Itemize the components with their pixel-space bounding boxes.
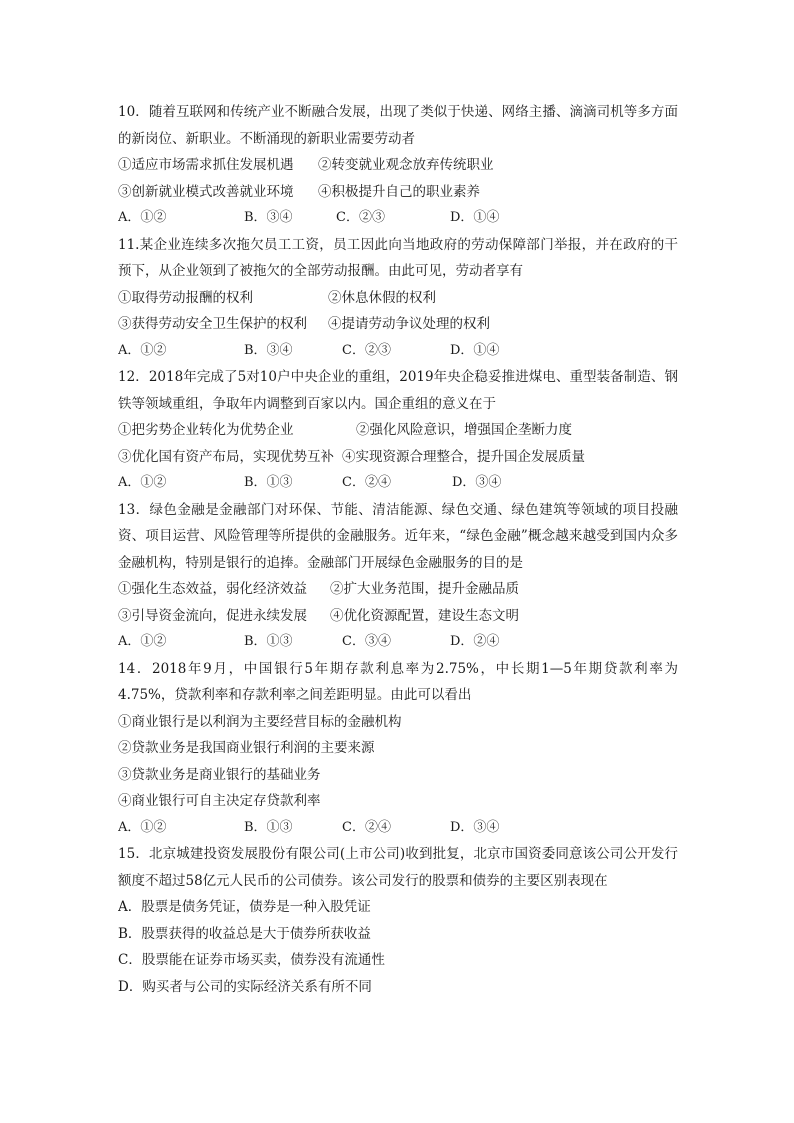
question-12-item-4: ④实现资源合理整合，提升国企发展质量 (342, 448, 585, 465)
question-15-choice-d[interactable]: D．购买者与公司的实际经济关系有所不同 (118, 978, 372, 995)
question-12-item-3: ③优化国有资产布局，实现优势互补 (118, 448, 334, 465)
question-11-option-d[interactable]: D．①④ (450, 342, 500, 358)
question-13-item-4: ④优化资源配置，建设生态文明 (330, 607, 519, 624)
question-14-item-1: ①商业银行是以利润为主要经营目标的金融机构 (118, 713, 402, 730)
question-11-item-3: ③获得劳动安全卫生保护的权利 (118, 316, 307, 332)
question-12-option-d[interactable]: D．③④ (452, 475, 502, 490)
question-14-item-4: ④商业银行可自主决定存贷款利率 (118, 793, 321, 809)
question-13-item-3: ③引导资金流向，促进永续发展 (118, 607, 307, 624)
question-10-item-1: ①适应市场需求抓住发展机遇 (118, 157, 294, 173)
question-13-items-row-1 (118, 576, 678, 603)
question-11-option-c[interactable]: C．②③ (342, 342, 391, 358)
question-10-item-3: ③创新就业模式改善就业环境 (118, 183, 294, 200)
question-list (118, 99, 678, 1000)
question-12-item-1: ①把劣势企业转化为优势企业 (118, 422, 294, 438)
question-11-item-2: ②休息休假的权利 (328, 289, 436, 306)
question-14-option-a[interactable]: A．①② (118, 819, 167, 835)
question-12-option-a[interactable]: A．①② (118, 475, 167, 490)
question-11-item-1: ①取得劳动报酬的权利 (118, 289, 253, 306)
question-14-option-c[interactable]: C．②④ (342, 819, 391, 835)
question-14-option-b[interactable]: B．①③ (244, 819, 293, 835)
question-10-stem: 10．随着互联网和传统产业不断融合发展，出现了类似于快递、网络主播、滴滴司机等多方面的新岗位、新职业。不断涌现的新职业需要劳动者 (118, 104, 678, 147)
question-10-item-4: ④积极提升自己的职业素养 (318, 183, 480, 200)
question-13-items-row-2 (118, 603, 678, 630)
question-10-items-row-1 (118, 152, 678, 179)
question-10-options (118, 205, 678, 232)
question-13-option-d[interactable]: D．②④ (450, 634, 500, 649)
question-13-options (118, 629, 678, 656)
question-13-item-2: ②扩大业务范围，提升金融品质 (330, 581, 519, 597)
question-13-item-1: ①强化生态效益，弱化经济效益 (118, 581, 307, 597)
question-15-stem: 15．北京城建投资发展股份有限公司(上市公司)收到批复，北京市国资委同意该公司公开发行额度不超过58亿元人民币的公司债券。该公司发行的股票和债券的主要区别表现在 (118, 846, 678, 889)
question-13-stem: 13．绿色金融是金融部门对环保、节能、清洁能源、绿色交通、绿色建筑等领域的项目投融资、项目运营、风险管理等所提供的金融服务。近年来，“绿色金融”概念越来越受到国内众多金融机构，特别是银行的追捧。金融部门开展绿色金融服务的目的是 (118, 501, 678, 571)
question-12-stem: 12．2018年完成了5对10户中央企业的重组，2019年央企稳妥推进煤电、重型装备制造、钢铁等领域重组，争取年内调整到百家以内。国企重组的意义在于 (118, 369, 678, 412)
question-11-items-row-2 (118, 311, 678, 338)
question-14-stem: 14．2018年9月，中国银行5年期存款利息率为2.75%，中长期1—5年期贷款利率为4.75%，贷款利率和存款利率之间差距明显。由此可以看出 (118, 660, 678, 703)
question-10-option-a[interactable]: A．①② (118, 210, 167, 225)
question-15-choice-a[interactable]: A．股票是债务凭证，债券是一种入股凭证 (118, 899, 371, 915)
question-11-options (118, 338, 678, 365)
question-10-option-b[interactable]: B．③④ (244, 210, 293, 225)
question-13-option-c[interactable]: C．③④ (342, 634, 391, 649)
question-11-stem: 11.某企业连续多次拖欠员工工资，员工因此向当地政府的劳动保障部门举报，并在政府的干预下，从企业领到了被拖欠的全部劳动报酬。由此可见，劳动者享有 (118, 236, 678, 279)
question-12-items-row-2 (118, 444, 678, 471)
question-10-item-2: ②转变就业观念放弃传统职业 (318, 157, 494, 173)
question-11-item-4: ④提请劳动争议处理的权利 (328, 316, 490, 332)
question-14-option-d[interactable]: D．③④ (450, 819, 500, 835)
question-12-options (118, 470, 678, 497)
question-12-option-c[interactable]: C．②④ (342, 475, 391, 490)
question-14-item-3: ③贷款业务是商业银行的基础业务 (118, 766, 321, 783)
question-10-items-row-2 (118, 179, 678, 206)
question-12-items-row-1 (118, 417, 678, 444)
question-15-choice-b[interactable]: B．股票获得的收益总是大于债券所获收益 (118, 925, 371, 942)
question-11-option-a[interactable]: A．①② (118, 342, 167, 358)
question-13-option-b[interactable]: B．①③ (244, 634, 293, 649)
question-12-option-b[interactable]: B．①③ (244, 475, 293, 490)
question-11-option-b[interactable]: B．③④ (244, 342, 293, 358)
question-13-option-a[interactable]: A．①② (118, 634, 167, 649)
question-10-option-c[interactable]: C．②③ (336, 210, 385, 225)
question-11-items-row-1 (118, 285, 678, 312)
question-12-item-2: ②强化风险意识，增强国企垄断力度 (356, 422, 572, 438)
question-15-choice-c[interactable]: C．股票能在证券市场买卖，债券没有流通性 (118, 952, 385, 968)
question-14-item-2: ②贷款业务是我国商业银行利润的主要来源 (118, 740, 375, 756)
question-14-options (118, 815, 678, 842)
question-10-option-d[interactable]: D．①④ (450, 210, 500, 225)
